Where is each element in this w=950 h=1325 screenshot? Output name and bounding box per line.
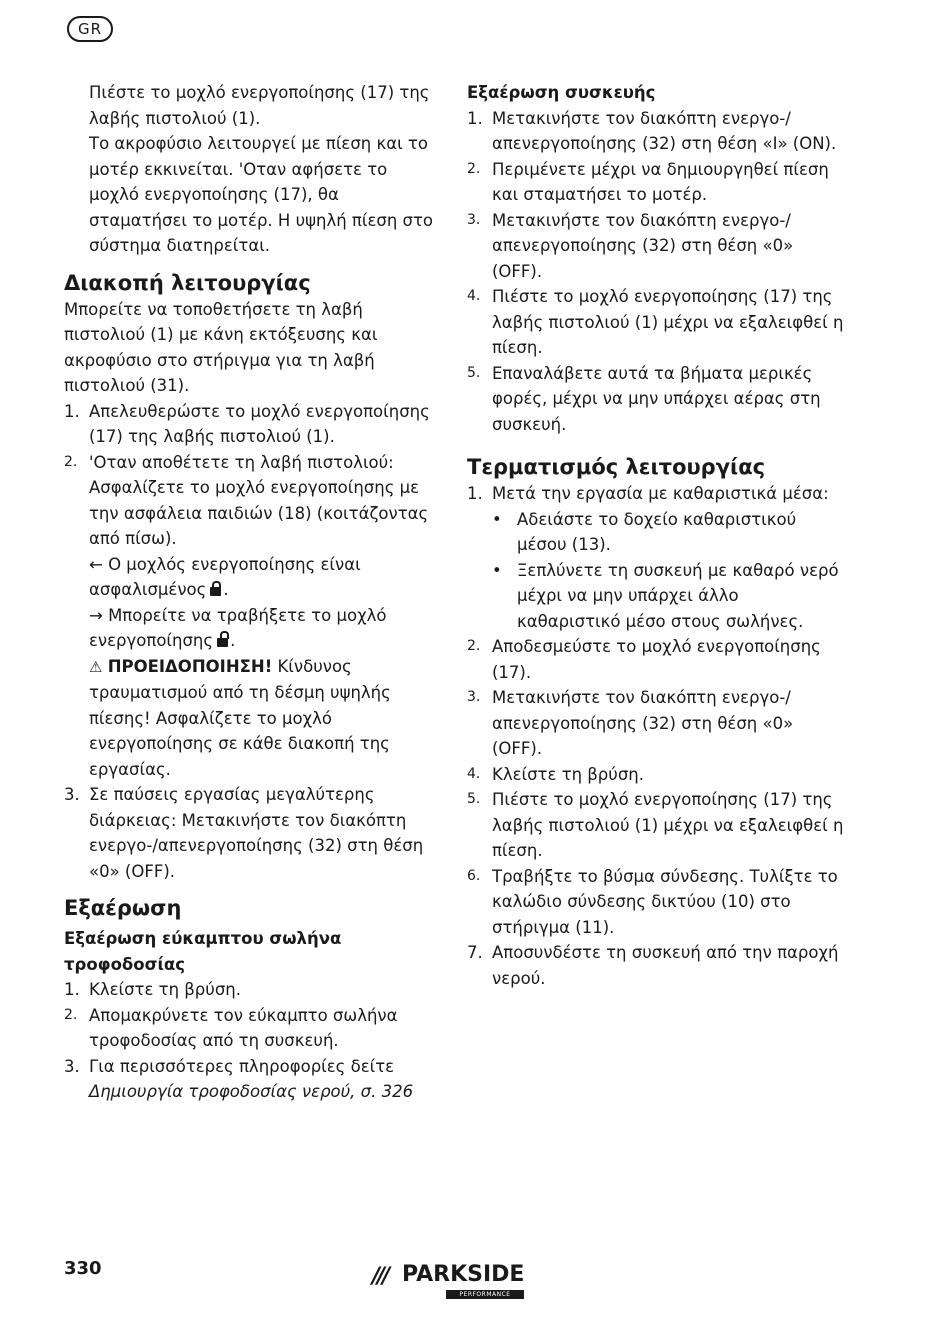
bullet-icon: •: [492, 560, 502, 580]
list-item: [467, 787, 847, 864]
list-item: [64, 1003, 436, 1054]
list-item: [64, 782, 436, 884]
warning-text: Κίνδυνος τραυματισμού από τη δέσμη υψηλής πίεσης! Ασφαλίζετε το μοχλό ενεργοποίησης σε κάθε διακοπή της εργασίας.: [89, 656, 391, 779]
list-text: Μετακινήστε τον διακόπτη ενεργο-/απενεργοποίησης (32) στη θέση «I» (ON).: [492, 108, 837, 153]
list-number: 1.: [467, 108, 483, 128]
list-number: 3.: [64, 1056, 80, 1076]
list-number: 4.: [467, 288, 481, 304]
arrow-note-locked: ← Ο μοχλός ενεργοποίησης είναι ασφαλισμένος .: [89, 554, 361, 599]
bullet-text: Ξεπλύνετε τη συσκευή με καθαρό νερό μέχρι να μην υπάρχει άλλο καθαριστικό μέσο στους σωλήνες.: [517, 560, 839, 631]
list-text: Τραβήξτε το βύσμα σύνδεσης. Τυλίξτε το καλώδιο σύνδεσης δικτύου (10) στο στήριγμα (11).: [492, 866, 838, 937]
list-item: [64, 399, 436, 450]
list-item: [467, 864, 847, 941]
list-number: 2.: [467, 638, 481, 654]
list-number: 5.: [467, 791, 481, 807]
list-text: Απελευθερώστε το μοχλό ενεργοποίησης (17) της λαβής πιστολιού (1).: [89, 401, 430, 446]
list-text-main: Για περισσότερες πληροφορίες δείτε: [89, 1056, 395, 1076]
logo-brand: PARKSIDE: [402, 1262, 525, 1287]
list-item: [467, 361, 847, 438]
list-number: 1.: [64, 401, 80, 421]
list-number: 1.: [64, 980, 80, 999]
bullet-item: [467, 558, 847, 635]
list-number: 6.: [467, 867, 481, 884]
list-item: [467, 157, 847, 208]
arrow-note-text: ← Ο μοχλός ενεργοποίησης είναι ασφαλισμένος: [89, 554, 361, 599]
page-number: 330: [64, 1258, 102, 1279]
section-title-shutdown: Τερματισμός λειτουργίας: [467, 455, 766, 479]
subsection-title-device-venting: Εξαέρωση συσκευής: [467, 83, 656, 102]
cross-reference-link[interactable]: Δημιουργία τροφοδοσίας νερού, σ. 326: [89, 1082, 414, 1101]
list-item: [467, 284, 847, 361]
list-number: 5.: [467, 364, 481, 381]
list-item: [467, 481, 847, 507]
arrow-note-unlocked: → Μπορείτε να τραβήξετε το μοχλό ενεργοποίησης .: [89, 605, 387, 650]
list-text: Πιέστε το μοχλό ενεργοποίησης (17) της λαβής πιστολιού (1) μέχρι να εξαλειφθεί η πίεση.: [492, 287, 844, 357]
list-text: Περιμένετε μέχρι να δημιουργηθεί πίεση και σταματήσει το μοτέρ.: [492, 159, 829, 204]
warning-block: [64, 654, 436, 783]
list-text: Σε παύσεις εργασίας μεγαλύτερης διάρκειας: Μετακινήστε τον διακόπτη ενεργο-/απενεργοποίησης (32) στη θέση «0» (OFF).: [89, 785, 424, 881]
list-item: [467, 940, 847, 991]
list-number: 2.: [64, 1006, 78, 1023]
list-text: [89, 1054, 436, 1105]
logo-slashes: ///: [372, 1264, 388, 1289]
lock-open-icon: [217, 638, 228, 647]
list-text: Αποδεσμεύστε το μοχλό ενεργοποίησης (17).: [492, 637, 821, 682]
right-column: [467, 80, 847, 991]
list-text: Μετά την εργασία με καθαριστικά μέσα:: [492, 484, 829, 503]
list-item: [467, 634, 847, 685]
list-item: [467, 106, 847, 157]
list-number: 2.: [467, 160, 481, 177]
arrow-note-text: → Μπορείτε να τραβήξετε το μοχλό ενεργοποίησης: [89, 605, 387, 650]
list-text: Κλείστε τη βρύση.: [492, 764, 644, 784]
list-item: [467, 762, 847, 788]
list-number: 3.: [467, 689, 481, 705]
list-item: [64, 450, 436, 552]
section-intro-stop: Μπορείτε να τοποθετήσετε τη λαβή πιστολιού (1) με κάνη εκτόξευσης και ακροφύσιο στο στήριγμα για τη λαβή πιστολιού (31).: [64, 299, 378, 395]
bullet-text: Αδειάστε το δοχείο καθαριστικού μέσου (13).: [517, 509, 797, 554]
language-badge: GR: [67, 16, 113, 42]
section-title-venting: Εξαέρωση: [64, 896, 182, 920]
list-number: 2.: [64, 453, 78, 470]
list-text: Μετακινήστε τον διακόπτη ενεργο-/απενεργοποίησης (32) στη θέση «0» (OFF).: [492, 210, 794, 281]
subsection-title-hose-venting: Εξαέρωση εύκαμπτου σωλήνα τροφοδοσίας: [64, 929, 342, 974]
list-text: Πιέστε το μοχλό ενεργοποίησης (17) της λαβής πιστολιού (1) μέχρι να εξαλειφθεί η πίεση.: [492, 790, 844, 860]
intro-paragraph-2: Το ακροφύσιο λειτουργεί με πίεση και το μοτέρ εκκινείται. 'Οταν αφήσετε το μοχλό ενεργοποίησης (17), θα σταματήσει το μοτέρ. Η υψηλή πίεση στο σύστημα διατηρείται.: [89, 134, 434, 255]
bullet-icon: •: [492, 509, 502, 529]
bullet-item: [467, 507, 847, 558]
list-text: 'Οταν αποθέτετε τη λαβή πιστολιού: Ασφαλίζετε το μοχλό ενεργοποίησης με την ασφάλεια παιδιών (18) (κοιτάζοντας από πίσω).: [89, 452, 429, 548]
parkside-logo: [372, 1262, 524, 1300]
list-item: [467, 685, 847, 762]
list-number: 1.: [467, 484, 483, 503]
list-number: 3.: [467, 211, 481, 228]
list-number: 3.: [64, 785, 80, 804]
list-text: Κλείστε τη βρύση.: [89, 980, 241, 999]
lock-closed-icon: [210, 587, 221, 596]
list-text: Αποσυνδέστε τη συσκευή από την παροχή νερού.: [492, 943, 839, 988]
logo-performance: PERFORMANCE: [446, 1290, 524, 1299]
list-item: [64, 1054, 436, 1105]
list-text: Μετακινήστε τον διακόπτη ενεργο-/απενεργοποίησης (32) στη θέση «0» (OFF).: [492, 688, 794, 758]
list-text: Επαναλάβετε αυτά τα βήματα μερικές φορές, μέχρι να μην υπάρχει αέρας στη συσκευή.: [492, 363, 821, 434]
left-column: [64, 80, 436, 1105]
list-number: 7.: [467, 943, 483, 962]
intro-paragraph-1: Πιέστε το μοχλό ενεργοποίησης (17) της λαβής πιστολιού (1).: [89, 83, 430, 128]
warning-triangle-icon: ⚠: [89, 657, 103, 676]
list-item: [64, 977, 436, 1003]
list-text: Απομακρύνετε τον εύκαμπτο σωλήνα τροφοδοσίας από τη συσκευή.: [89, 1005, 398, 1050]
list-item: [467, 208, 847, 285]
section-title-stop: Διακοπή λειτουργίας: [64, 270, 311, 295]
list-number: 4.: [467, 765, 481, 782]
warning-title: ΠΡΟΕΙΔΟΠΟΙΗΣΗ!: [107, 656, 273, 676]
